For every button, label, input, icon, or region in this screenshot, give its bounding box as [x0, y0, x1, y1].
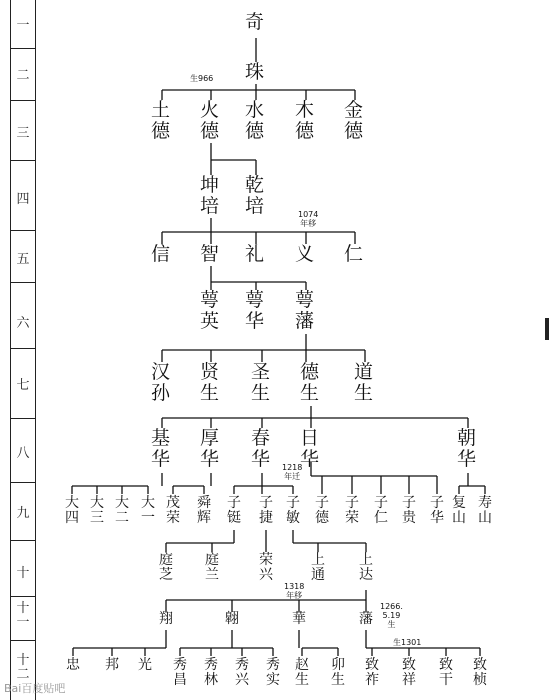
person-ren: 仁 — [344, 243, 364, 265]
generation-label-10: 十 — [16, 566, 30, 581]
person-zhizuo: 致 祚 — [365, 657, 379, 688]
person-li: 礼 — [245, 243, 265, 265]
person-maosheng: 卯 生 — [331, 657, 345, 688]
person-desheng: 德 生 — [300, 361, 320, 404]
person-rihua: 日 华 — [300, 427, 320, 470]
person-tude: 土 德 — [151, 99, 171, 142]
person-zhi: 智 — [200, 243, 220, 265]
person-xin: 信 — [151, 243, 171, 265]
person-shangda: 上 达 — [359, 552, 373, 583]
person-chunhua: 春 华 — [251, 427, 271, 470]
watermark: Bai百度贴吧 — [4, 682, 66, 695]
person-xiuchang: 秀 昌 — [173, 657, 187, 688]
person-shengsheng: 圣 生 — [251, 361, 271, 404]
generation-label-12: 十二 — [16, 653, 30, 682]
generation-label-4: 四 — [16, 192, 30, 207]
person-guang: 光 — [138, 657, 152, 673]
person-jinde: 金 德 — [344, 99, 364, 142]
generation-label-8: 八 — [16, 446, 30, 461]
person-zigui: 子 贵 — [402, 495, 416, 526]
note-1218-moved: 1218 年迁 — [282, 463, 303, 481]
person-huode: 火 德 — [200, 99, 220, 142]
person-dayi: 大 一 — [141, 495, 155, 526]
person-qi: 奇 — [245, 11, 265, 33]
person-houhua: 厚 华 — [200, 427, 220, 470]
note-1318-moved: 1318 年移 — [284, 582, 305, 600]
note-1074-moved: 1074 年移 — [298, 210, 319, 228]
generation-label-1: 一 — [16, 18, 30, 33]
person-dasan: 大 三 — [90, 495, 104, 526]
person-zide: 子 德 — [315, 495, 329, 526]
person-fushan: 复 山 — [452, 495, 466, 526]
generation-label-2: 二 — [16, 68, 30, 83]
generation-label-11: 十一 — [16, 601, 30, 630]
person-tingzhi: 庭 芝 — [159, 552, 173, 583]
person-zihua: 子 华 — [430, 495, 444, 526]
person-zijian: 子 铤 — [227, 495, 241, 526]
generation-label-5: 五 — [16, 252, 30, 267]
person-hansun: 汉 孙 — [151, 361, 171, 404]
person-chaohua: 朝 华 — [457, 427, 477, 470]
person-dasi: 大 四 — [65, 495, 79, 526]
person-xiang: 翔 — [159, 611, 173, 627]
person-zirong: 子 荣 — [345, 495, 359, 526]
person-zhaosheng: 赵 生 — [295, 657, 309, 688]
person-maorong: 茂 荣 — [166, 495, 180, 526]
person-yi: 义 — [295, 243, 315, 265]
person-mude: 木 德 — [295, 99, 315, 142]
person-ao: 翺 — [225, 611, 239, 627]
generation-label-9: 九 — [16, 506, 30, 521]
edge-mark — [545, 318, 549, 340]
person-fan: 藩 — [359, 611, 373, 627]
person-xiuxing: 秀 兴 — [235, 657, 249, 688]
person-zhu: 珠 — [245, 61, 265, 83]
person-kunpei: 坤 培 — [200, 174, 220, 217]
person-zijie: 子 捷 — [259, 495, 273, 526]
person-zhizhen: 致 桢 — [473, 657, 487, 688]
note-born-966: 生966 — [190, 74, 214, 83]
person-daer: 大 二 — [115, 495, 129, 526]
person-jihua: 基 华 — [151, 427, 171, 470]
generation-label-6: 六 — [16, 316, 30, 331]
note-born-1301: 生1301 — [393, 638, 422, 647]
person-shuide: 水 德 — [245, 99, 265, 142]
person-efan: 萼 藩 — [295, 289, 315, 332]
person-tinglan: 庭 兰 — [205, 552, 219, 583]
person-zhigan: 致 干 — [439, 657, 453, 688]
person-eying: 萼 英 — [200, 289, 220, 332]
person-zhong: 忠 — [66, 657, 80, 673]
person-shunhui: 舜 辉 — [197, 495, 211, 526]
generation-label-7: 七 — [16, 378, 30, 393]
generation-label-3: 三 — [16, 126, 30, 141]
person-rongxing: 荣 兴 — [259, 552, 273, 583]
person-daosheng: 道 生 — [354, 361, 374, 404]
person-bang: 邦 — [105, 657, 119, 673]
person-shangtong: 上 通 — [311, 552, 325, 583]
person-xiushi: 秀 实 — [266, 657, 280, 688]
person-zimin: 子 敏 — [286, 495, 300, 526]
person-xiulin: 秀 林 — [204, 657, 218, 688]
person-hua: 華 — [292, 611, 306, 627]
note-born-1266: 1266. 5.19 生 — [380, 602, 403, 629]
person-ehua: 萼 华 — [245, 289, 265, 332]
person-ziren: 子 仁 — [374, 495, 388, 526]
person-zhixiang: 致 祥 — [402, 657, 416, 688]
person-shoushan: 寿 山 — [478, 495, 492, 526]
person-xiansheng: 贤 生 — [200, 361, 220, 404]
person-qianpei: 乾 培 — [245, 174, 265, 217]
